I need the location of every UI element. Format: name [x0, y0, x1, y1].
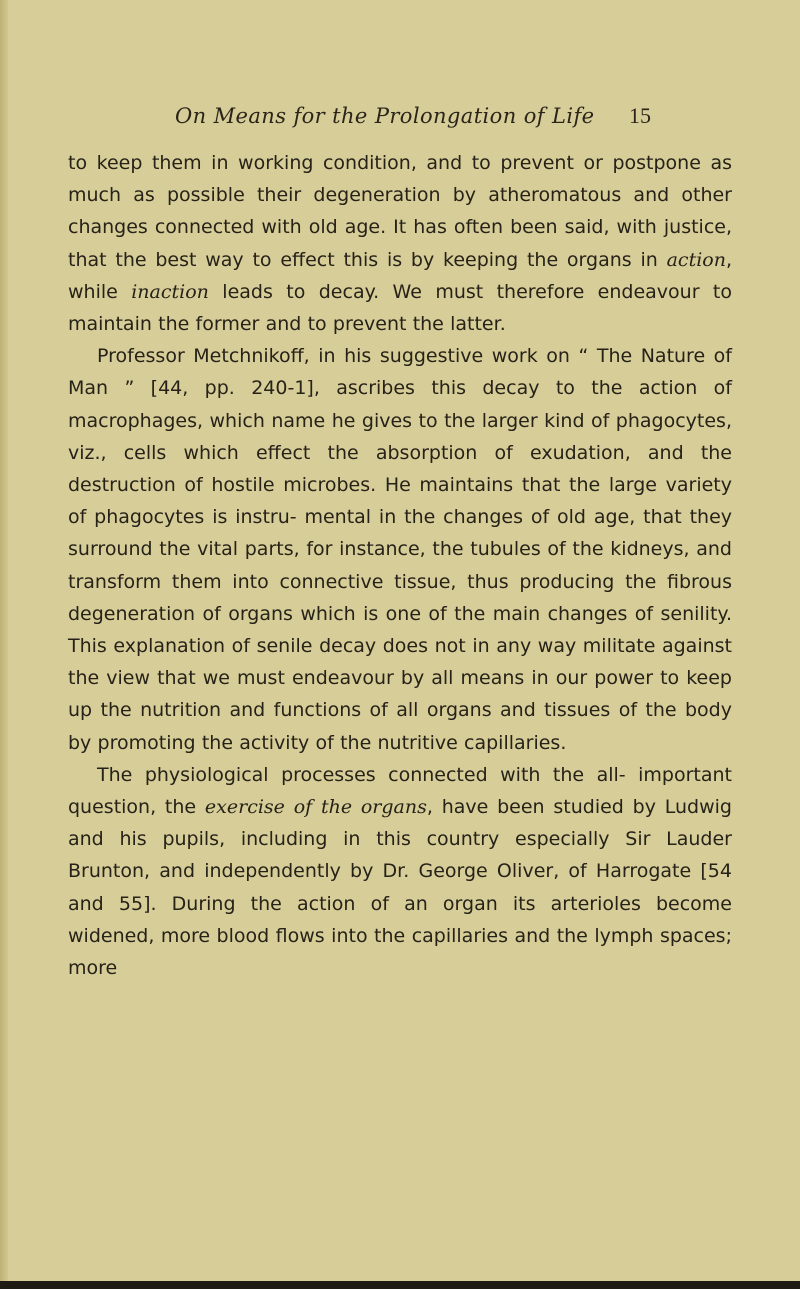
running-header: On Means for the Prolongation of Life: [175, 104, 595, 128]
paragraph-1-text-b: , while: [68, 248, 732, 303]
paragraph-1-text-c: leads to decay. We must therefore endeavour to maintain the former and to prevent the latter.: [68, 280, 732, 336]
page-number: 15: [629, 103, 651, 128]
paragraph-2: [68, 340, 732, 759]
body-text: [68, 147, 732, 984]
paragraph-3-italic-exercise: exercise of the organs: [204, 796, 427, 819]
paragraph-1-italic-action: action: [666, 248, 726, 271]
paragraph-3-text-b: , have been studied by Ludwig and his pupils, including in this country especially Sir Lauder Brunton, and independently by Dr. George Oliver, of Harrogate [54 and 55]. During the action of an organ its arterioles become widened, more blood flows into the capillaries and the lymph spaces; more: [68, 796, 732, 980]
paragraph-2-text: Professor Metchnikoff, in his suggestive work on “ The Nature of Man ” [44, pp. 240-1], ascribes this decay to the action of macrophages, which name he gives to the larger kind of phagocytes, viz., cells which effect the absorption of exudation, and the destruction of hostile microbes. He maintains that the large variety of phagocytes is instru- mental in the changes of old age, that they surround the vital parts, for instance, the tubules of the kidneys, and transform them into connective tissue, thus producing the fibrous degeneration of organs which is one of the main changes of senility. This explanation of senile decay does not in any way militate against the view that we must endeavour by all means in our power to keep up the nutrition and functions of all organs and tissues of the body by promoting the activity of the nutritive capillaries.: [68, 345, 732, 754]
paragraph-3-text-a: The physiological processes connected with the all- important question, the: [68, 763, 732, 819]
paragraph-1: [68, 147, 732, 340]
page-gutter: [0, 0, 8, 1289]
paragraph-1-italic-inaction: inaction: [131, 280, 209, 303]
bottom-edge: [0, 1281, 800, 1289]
paragraph-1-text-a: to keep them in working condition, and to prevent or postpone as much as possible their degeneration by atheromatous and other changes connected with old age. It has often been said, with justice, that the best way to effect this is by keeping the organs in: [68, 152, 732, 271]
paragraph-3: [68, 759, 732, 984]
